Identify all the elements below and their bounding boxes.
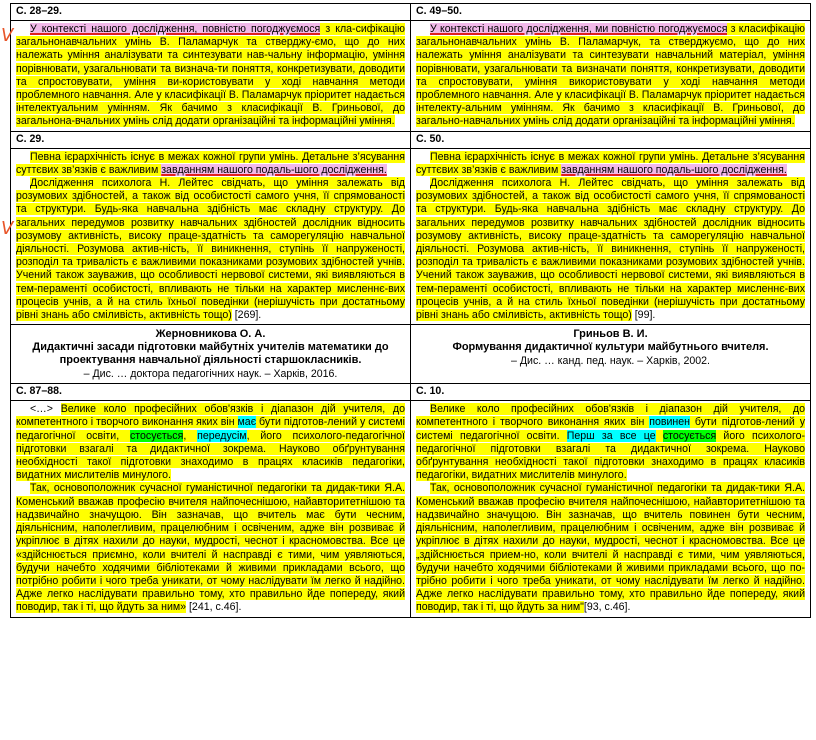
text-paragraph xyxy=(416,177,805,322)
source-title: Формування дидактичної культури майбутнього вчителя. xyxy=(452,341,769,354)
table-row xyxy=(11,384,811,401)
source-author: Гриньов В. И. xyxy=(573,328,648,341)
page-ref-right: С. 50. xyxy=(411,131,811,148)
table-row xyxy=(11,325,811,384)
marked-word: повинен xyxy=(649,416,690,429)
source-left xyxy=(11,325,411,384)
text-cell-left xyxy=(11,148,411,325)
underlined-phrase: завданням нашого подаль-шого дослідження. xyxy=(161,163,387,176)
table-row xyxy=(11,401,811,617)
text-span xyxy=(656,430,663,442)
table-row xyxy=(11,148,811,325)
text-paragraph xyxy=(16,482,405,614)
text-span: Так, основоположник сучасної гуманістичної педагогіки та дидак-тики Я.А. Коменський вважав професію вчителя найпочеснішою, найавторитетнішою та надзвичайно значущою. Він зазначав, що вчитель повинен бути чесним, діяльнісним, наполегливим, працелюбним і освіченим, адже він розвиває й укріплює в дітях нахили до науки, мудрості, чеснот і красномовства. Все це „здійснюється прием-но, коли вчителі й насправді є тими, чим уявляються, будучи начебто ходячими бібліотеками й живими прикладами всього, що по-трібно робити і чого треба уникати, от чому наслідувати їм легко й надійно. Адже легко наслідувати правильно тому, хто правильно йде попереду, який поводир, так і ті, що йдуть за ним" xyxy=(416,482,805,614)
text-span: [241, с.46]. xyxy=(186,601,242,614)
text-span: бути підготов-лений у системі педагогічної освіти, xyxy=(16,416,405,442)
check-mark-icon: V xyxy=(1,25,14,46)
table-row xyxy=(11,21,811,132)
table-row xyxy=(11,131,811,148)
text-span: Певна ієрархічність існує в межах кожної групи умінь. Детальне з’ясування суттєвих зв’язків є важливим xyxy=(416,150,805,176)
source-bibliography: – Дис. … канд. пед. наук. – Харків, 2002. xyxy=(511,355,710,368)
marked-word: має xyxy=(237,416,257,429)
text-paragraph xyxy=(16,403,405,482)
text-cell-right xyxy=(411,148,811,325)
text-span: Дослідження психолога Н. Лейтес свідчать, що уміння залежать від розумових здібностей, а також від особистості самого учня, її спрямованості та структури. Будь-яка навчальна здібність має складну структуру. До загальних передумов розвитку навчальних здібностей дослідник відносить розумову активність, високу праце-здатність та саморегуляцію навчальної діяльності. Розумова актив-ність, її виникнення, ступінь її напруженості, розподіл та тривалість є важливими показниками розумових здібностей учнів. Учений також зауважив, що особливості нервової системи, які виявляються в тем-пераменті особистості, впливають не тільки на характер мисленнє-вих процесів учнів, а й на стиль їхньої поведінки (нерішучість при достатньому рівні знань або сміливість, активність тощо) xyxy=(16,177,405,322)
page-ref-left: С. 29. xyxy=(11,131,411,148)
text-paragraph xyxy=(416,151,805,177)
page-ref-left: С. 87–88. xyxy=(11,384,411,401)
text-span: , xyxy=(183,429,198,442)
marked-word: Перш за все це xyxy=(566,429,656,442)
text-paragraph xyxy=(16,151,405,177)
page-ref-left: С. 28–29. xyxy=(11,4,411,21)
underlined-phrase: У контексті нашого дослідження, ми повністю погоджуємося xyxy=(430,23,728,35)
underlined-phrase: У контексті нашого дослідження, повністю погоджуємося xyxy=(30,23,321,35)
page-ref-right: С. 10. xyxy=(411,384,811,401)
text-span: , його психолого-педагогічної підготовки взагалі та дидактичної зокрема. Науково обґрунтування необхідності такої підготовки знаходимо в працях класиків педагогіки, видатних мислителів минулого. xyxy=(16,429,406,482)
text-paragraph xyxy=(16,23,405,129)
text-span: з кла-сифікацію загальнонавчальних умінь В. Паламарчук та стверджу-ємо, що до них належать уміння аналізувати та синтезувати нав-чальну інформацію, уміння порівнювати, узагальнювати та визнача-ти поняття, конкретизувати, доводити та спростовувати, уміння ви-користовувати у ході навчання методи проблемного навчання. Але у класифікації В. Паламарчук пріоритет надається інтелектуальним умінням. Як бачимо з класифікації В. Гриньової, до загальнона-вчальних умінь слід додати організаційні та інформаційні уміння. xyxy=(16,23,405,128)
text-span: бути підготов-лений у системі педагогічної освіти. xyxy=(416,416,805,442)
text-span: Дослідження психолога Н. Лейтес свідчать, що уміння залежать від розумових здібностей, а також від особистості самого учня, її спрямованості та структури. Будь-яка навчальна здібність має складну структуру. До загальних передумов розвитку навчальних здібностей дослідник відносить розумову активність, високу праце-здатність та саморегуляцію навчальної діяльності. Розумова актив-ність, її виникнення, ступінь її напруженості, розподіл та тривалість є важливими показниками розумових здібностей учнів. Учений також зауважив, що особливості нервової системи, які виявляються в тем-пераменті особистості, впливають не тільки на характер мисленнє-вих процесів учнів, а й на стиль їхньої поведінки (нерішучість при достатньому рівні знань або сміливість, активність тощо) xyxy=(416,177,805,322)
marked-word: стосується xyxy=(129,429,184,442)
text-span: Так, основоположник сучасної гуманістичної педагогіки та дидак-тики Я.А. Коменський вважав професію вчителя найпочеснішою, найавторитетнішою та надзвичайно значущою. Він зазначав, що вчитель має бути чесним, діяльнісним, наполегливим, працелюбним і освіченим, адже він розвиває й укріплює в дітях нахили до науки, мудрості, чеснот і красномовства. Все це «здійснюється приємно, коли вчителі й насправді є тими, чим уявляються, будучи начебто ходячими бібліотеками й живими прикладами всього, що потрібно робити і чого треба уникати, от чому наслідувати їм легко й надійно. Адже легко наслідувати правильно тому, хто правильно йде попереду, який поводир, так і ті, що йдуть за ним» xyxy=(16,482,405,614)
text-paragraph xyxy=(16,177,405,322)
check-mark-icon: V xyxy=(1,218,14,239)
text-span: Певна ієрархічність існує в межах кожної групи умінь. Детальне з’ясування суттєвих зв’язків є важливим xyxy=(16,150,405,176)
text-span: Велике коло професійних обов'язків і діапазон дій учителя, до компетентного і творчого виконання яких він xyxy=(16,403,405,429)
comparison-table xyxy=(10,3,811,618)
text-span: [93, с.46]. xyxy=(583,601,631,614)
source-right xyxy=(411,325,811,384)
text-cell-left xyxy=(11,21,411,132)
text-span: <…> xyxy=(30,403,61,416)
source-title: Дидактичні засади підготовки майбутніх учителів математики до проектування навчальної діяльності старшокласників. xyxy=(32,341,389,367)
underlined-phrase: завданням нашого подаль-шого дослідження. xyxy=(561,163,787,176)
source-author: Жерновникова О. А. xyxy=(155,328,266,341)
text-cell-left xyxy=(11,401,411,617)
source-bibliography: – Дис. … доктора педагогічних наук. – Харків, 2016. xyxy=(83,368,338,381)
text-paragraph xyxy=(416,403,805,482)
page-ref-right: С. 49–50. xyxy=(411,4,811,21)
text-span: [269]. xyxy=(231,309,262,322)
text-paragraph xyxy=(416,482,805,614)
text-cell-right xyxy=(411,401,811,617)
text-span: Велике коло професійних обов'язків і діапазон дій учителя, до компетентного і творчого виконання яких він xyxy=(416,403,805,429)
marked-word: стосується xyxy=(662,429,717,442)
text-span: його психолого-педагогічної підготовки взагалі та дидактичної зокрема. Науково обґрунтування необхідності такої підготовки знаходимо в працях класиків педагогіки, видатних мислителів минулого. xyxy=(416,429,806,482)
table-row xyxy=(11,4,811,21)
text-cell-right xyxy=(411,21,811,132)
marked-word: передусім xyxy=(197,429,247,442)
text-span: з класифікацію загальнонавчальних умінь В. Паламарчук, та стверджуємо, що до них належать уміння аналізувати та синтезувати навчальний матеріал, уміння порівнювати, узагальнювати та визначати поняття, конкретизувати, доводити та спростовувати, уміння використовувати у ході навчання методи проблемного навчання. Але у класифікації В. Паламарчук пріоритет надається інтелекту-альним умінням. Як бачимо з класифікації В. Гриньової, до загально-навчальних умінь слід додати організаційні та інформаційні уміння. xyxy=(416,23,805,128)
text-paragraph xyxy=(416,23,805,129)
text-span: [99]. xyxy=(631,309,656,322)
